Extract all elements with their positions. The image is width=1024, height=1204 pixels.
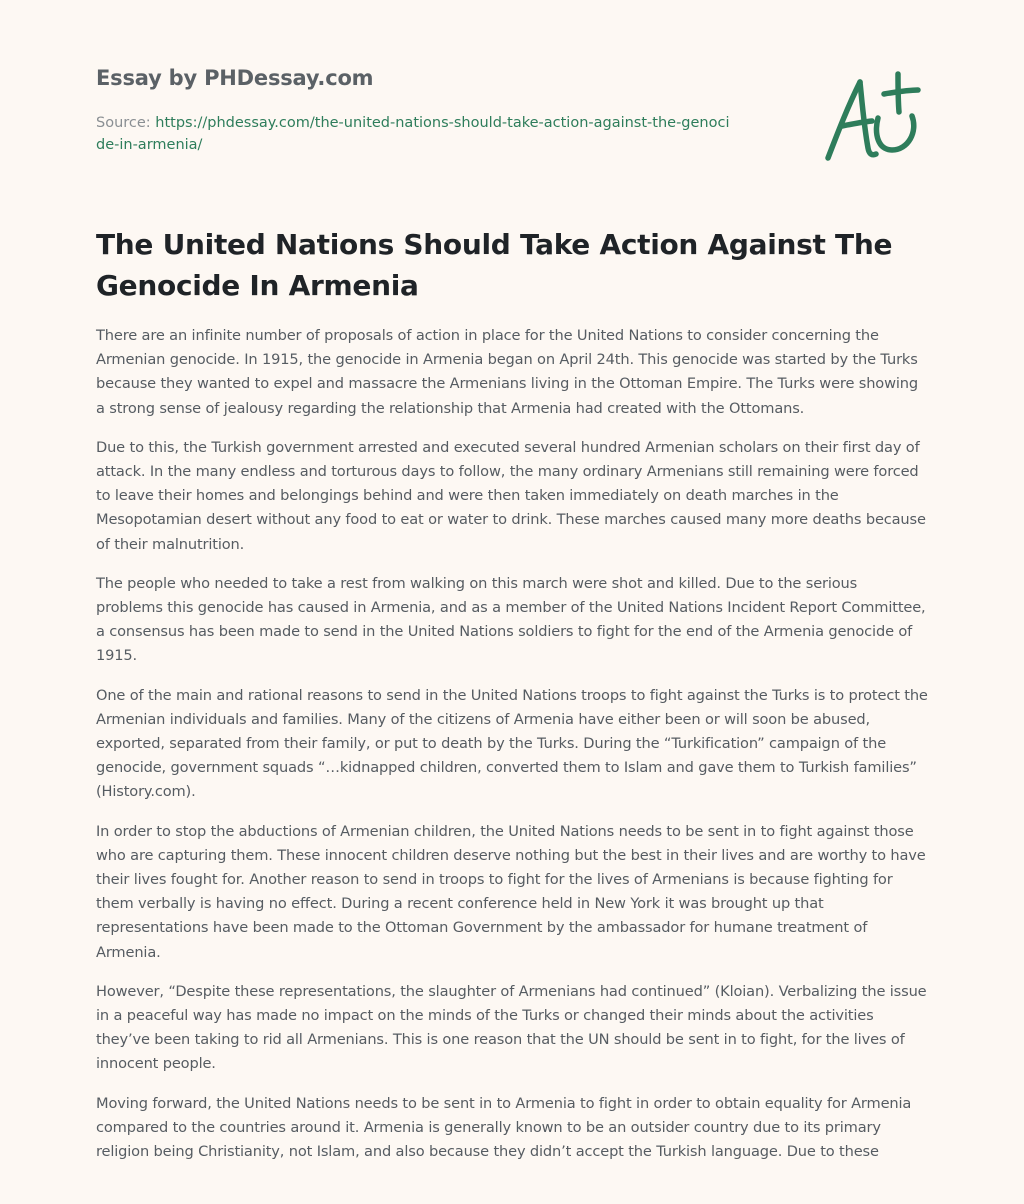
source-link[interactable]: https://phdessay.com/the-united-nations-should-take-action-against-the-genocide-in-armenia/ [96, 115, 730, 153]
essay-body [96, 324, 928, 1179]
essay-paragraph: In order to stop the abductions of Armenian children, the United Nations needs to be sent in to fight against those who are capturing them. These innocent children deserve nothing but the best in their lives and are worthy to have their lives fought for. Another reason to send in troops to fight for the lives of Armenians is because fighting for them verbally is having no effect. During a recent conference held in New York it was brought up that representations have been made to the Ottoman Government by the ambassador for humane treatment of Armenia. [96, 822, 926, 961]
essay-paragraph: Moving forward, the United Nations needs to be sent in to Armenia to fight in order to obtain equality for Armenia compared to the countries around it. Armenia is generally known to be an outsider country due to its primary religion being Christianity, not Islam, and also because they didn’t accept the Turkish language. Due to these [96, 1094, 912, 1161]
site-brand: Essay by PHDessay.com [96, 66, 374, 90]
essay-paragraph: The people who needed to take a rest from walking on this march were shot and killed. Due to the serious problems this genocide has caused in Armenia, and as a member of the United Nations Incident Report Committee, a consensus has been made to send in the United Nations soldiers to fight for the end of the Armenia genocide of 1915. [96, 574, 926, 665]
essay-paragraph: There are an infinite number of proposals of action in place for the United Nations to consider concerning the Armenian genocide. In 1915, the genocide in Armenia began on April 24th. This genocide was started by the Turks because they wanted to expel and massacre the Armenians living in the Ottoman Empire. The Turks were showing a strong sense of jealousy regarding the relationship that Armenia had created with the Ottomans. [96, 327, 918, 417]
source-label: Source: [96, 115, 151, 131]
source-line [96, 112, 736, 156]
essay-paragraph: However, “Despite these representations, the slaughter of Armenians had continued” (Kloian). Verbalizing the issue in a peaceful way has made no impact on the minds of the Turks or changed their minds about the activities they’ve been taking to rid all Armenians. This is one reason that the UN should be sent in to fight, for the lives of innocent people. [96, 982, 927, 1073]
essay-paragraph: Due to this, the Turkish government arrested and executed several hundred Armenian scholars on their first day of attack. In the many endless and torturous days to follow, the many ordinary Armenians still remaining were forced to leave their homes and belongings behind and were then taken immediately on death marches in the Mesopotamian desert without any food to eat or water to drink. These marches caused many more deaths because of their malnutrition. [96, 438, 926, 553]
essay-title: The United Nations Should Take Action Against The Genocide In Armenia [96, 228, 893, 302]
essay-paragraph: One of the main and rational reasons to send in the United Nations troops to fight against the Turks is to protect the Armenian individuals and families. Many of the citizens of Armenia have either been or will soon be abused, exported, separated from their family, or put to death by the Turks. During the “Turkification” campaign of the genocide, government squads “…kidnapped children, converted them to Islam and gave them to Turkish families” (History.com). [96, 686, 928, 801]
a-plus-grade-icon [822, 68, 926, 164]
